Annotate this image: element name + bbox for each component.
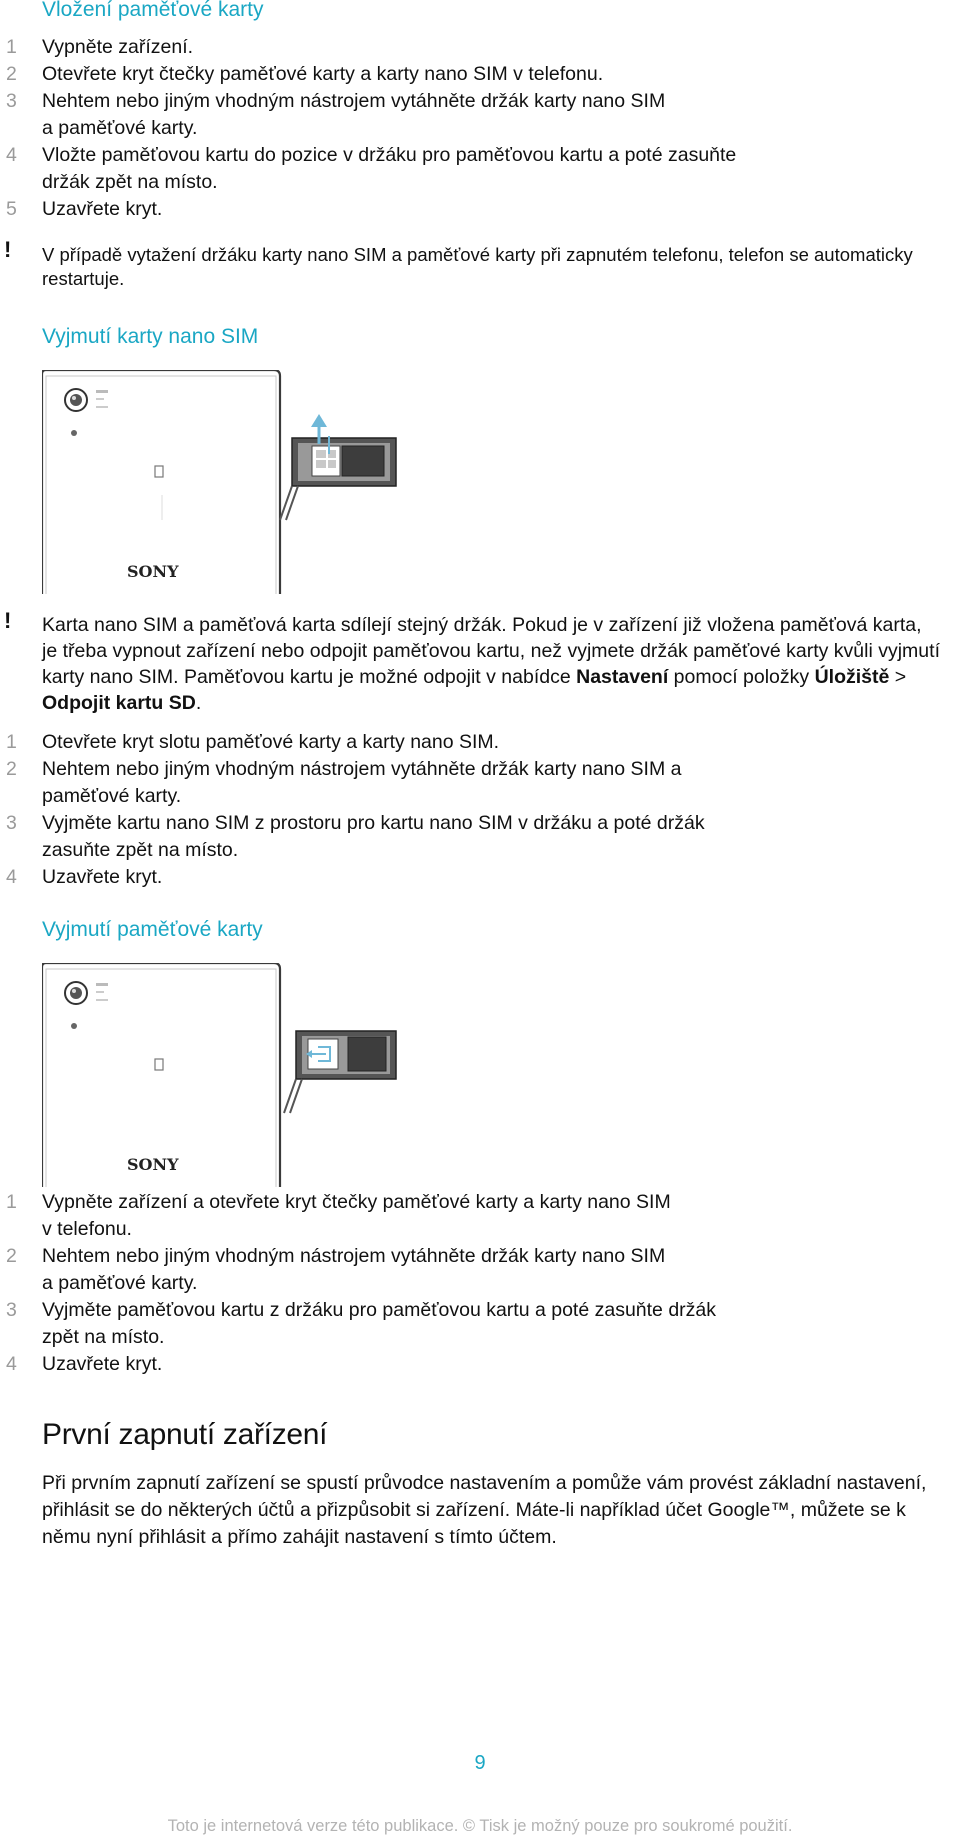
page-number: 9 — [474, 1752, 486, 1774]
step-text-cont: zpět na místo. — [42, 1326, 165, 1348]
footer-note: Toto je internetová verze této publikace. © Tisk je možný pouze pro soukromé použití. — [167, 1817, 793, 1835]
sony-logo: SONY — [127, 562, 179, 581]
step-text: Vypněte zařízení a otevřete kryt čtečky paměťové karty a karty nano SIM — [42, 1191, 671, 1213]
step-text: Nehtem nebo jiným vhodným nástrojem vytáhněte držák karty nano SIM — [42, 1245, 666, 1267]
step-text: Otevřete kryt slotu paměťové karty a karty nano SIM. — [42, 731, 500, 753]
step-text: Uzavřete kryt. — [42, 1353, 163, 1375]
warning-icon: ! — [4, 608, 12, 633]
remove-card-steps-list — [0, 1189, 716, 1378]
step-text-cont: a paměťové karty. — [42, 1272, 198, 1294]
first-start-paragraph: Při prvním zapnutí zařízení se spustí průvodce nastavením a pomůže vám provést základní nastavení, přihlásit se do některých účtů a přizpůsobit si zařízení. Máte-li například účet Google™, můžete se k němu nyní přihlásit a přímo zahájit nastavení s tímto účtem. — [42, 1472, 927, 1548]
phone-memory-card-tray-illustration — [42, 963, 402, 1187]
step-text: Uzavřete kryt. — [42, 866, 163, 888]
step-text-cont: paměťové karty. — [42, 785, 182, 807]
step-2: 2 Otevřete kryt čtečky paměťové karty a karty nano SIM v telefonu. — [6, 63, 604, 85]
step-text-cont: a paměťové karty. — [42, 117, 198, 139]
step-text: Nehtem nebo jiným vhodným nástrojem vytáhněte držák karty nano SIM — [42, 90, 666, 112]
heading-remove-nano-sim: Vyjmutí karty nano SIM — [42, 325, 259, 348]
warning-note — [0, 237, 960, 291]
step-text-cont: držák zpět na místo. — [42, 171, 218, 193]
step-1: 1 Vypněte zařízení a otevřete kryt čtečky paměťové karty a karty nano SIM v telefonu. — [6, 1191, 671, 1240]
step-4: 4 Uzavřete kryt. — [6, 1353, 163, 1375]
step-text: Vypněte zařízení. — [42, 36, 194, 58]
remove-sim-steps-list — [0, 729, 705, 891]
heading-remove-memory-card: Vyjmutí paměťové karty — [42, 918, 263, 941]
step-3: 3 Vyjměte kartu nano SIM z prostoru pro kartu nano SIM v držáku a poté držák zasuňte zpět na místo. — [6, 812, 705, 861]
step-text: Vložte paměťovou kartu do pozice v držáku pro paměťovou kartu a poté zasuňte — [42, 144, 737, 166]
warning-text: Karta nano SIM a paměťová karta sdílejí stejný držák. Pokud je v zařízení již vložena paměťová karta, je třeba vypnout zařízení nebo odpojit paměťovou kartu, než vyjmete držák paměťové karty kvůli vyjmutí karty nano SIM. Paměťovou kartu je možné odpojit v nabídce Nastavení pomocí položky Úložiště > Odpojit kartu SD. — [42, 614, 940, 714]
step-text-cont: v telefonu. — [42, 1218, 132, 1240]
step-text: Vyjměte kartu nano SIM z prostoru pro kartu nano SIM v držáku a poté držák — [42, 812, 705, 834]
figure-remove-memory-card — [42, 963, 402, 1192]
step-text: Otevřete kryt čtečky paměťové karty a karty nano SIM v telefonu. — [42, 63, 604, 85]
step-4: 4 Vložte paměťovou kartu do pozice v držáku pro paměťovou kartu a poté zasuňte držák zpět na místo. — [6, 144, 737, 193]
step-4: 4 Uzavřete kryt. — [6, 866, 163, 888]
insert-steps-list — [0, 34, 736, 223]
heading-first-start: První zapnutí zařízení — [42, 1418, 328, 1451]
step-2: 2 Nehtem nebo jiným vhodným nástrojem vytáhněte držák karty nano SIM a paměťové karty. — [6, 758, 682, 807]
step-3: 3 Vyjměte paměťovou kartu z držáku pro paměťovou kartu a poté zasuňte držák zpět na místo. — [6, 1299, 717, 1348]
menu-path-settings: Nastavení — [576, 666, 669, 688]
heading-insert-memory-card: Vložení paměťové karty — [42, 0, 264, 21]
step-3: 3 Nehtem nebo jiným vhodným nástrojem vytáhněte držák karty nano SIM a paměťové karty. — [6, 90, 666, 139]
step-2: 2 Nehtem nebo jiným vhodným nástrojem vytáhněte držák karty nano SIM a paměťové karty. — [6, 1245, 666, 1294]
sony-logo: SONY — [127, 1155, 179, 1174]
phone-sim-tray-illustration — [42, 370, 402, 594]
step-1: 1 Otevřete kryt slotu paměťové karty a karty nano SIM. — [6, 731, 500, 753]
warning-text: V případě vytažení držáku karty nano SIM a paměťové karty při zapnutém telefonu, telefon se automaticky restartuje. — [42, 244, 913, 289]
step-text: Vyjměte paměťovou kartu z držáku pro paměťovou kartu a poté zasuňte držák — [42, 1299, 717, 1321]
step-1: 1 Vypněte zařízení. — [6, 36, 194, 58]
warning-note-shared-tray — [0, 608, 960, 716]
figure-remove-sim — [42, 370, 402, 599]
step-5: 5 Uzavřete kryt. — [6, 198, 163, 220]
menu-path-unmount-sd: Odpojit kartu SD — [42, 692, 196, 714]
step-text: Nehtem nebo jiným vhodným nástrojem vytáhněte držák karty nano SIM a — [42, 758, 682, 780]
menu-path-storage: Úložiště — [814, 666, 890, 688]
step-text: Uzavřete kryt. — [42, 198, 163, 220]
warning-icon: ! — [4, 237, 12, 262]
step-text-cont: zasuňte zpět na místo. — [42, 839, 239, 861]
